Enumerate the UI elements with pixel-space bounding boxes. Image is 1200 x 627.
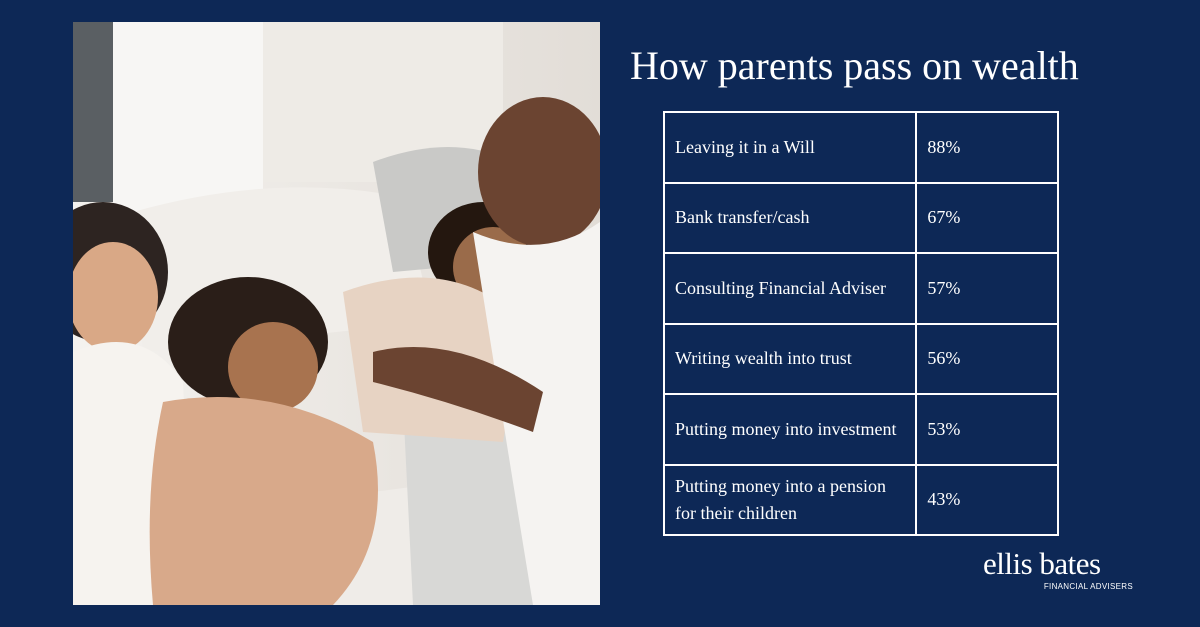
row-value: 57% xyxy=(916,253,1058,324)
family-photo xyxy=(73,22,600,605)
brand-name: ellis bates xyxy=(983,546,1101,581)
row-value: 43% xyxy=(916,465,1058,536)
brand-tagline: FINANCIAL ADVISERS xyxy=(1043,582,1133,591)
row-label: Bank transfer/cash xyxy=(664,183,916,254)
brand-logo xyxy=(983,546,1135,591)
row-label: Consulting Financial Adviser xyxy=(664,253,916,324)
row-label: Putting money into investment xyxy=(664,394,916,465)
row-label: Putting money into a pension for their children xyxy=(664,465,916,536)
table-row xyxy=(664,324,1058,395)
table-row xyxy=(664,112,1058,183)
wealth-table xyxy=(663,111,1059,536)
row-label: Leaving it in a Will xyxy=(664,112,916,183)
table-row xyxy=(664,394,1058,465)
row-label: Writing wealth into trust xyxy=(664,324,916,395)
page-title: How parents pass on wealth xyxy=(630,43,1079,88)
family-photo-illustration xyxy=(73,22,600,605)
row-value: 67% xyxy=(916,183,1058,254)
table-row xyxy=(664,465,1058,536)
table-row xyxy=(664,253,1058,324)
row-value: 56% xyxy=(916,324,1058,395)
row-value: 88% xyxy=(916,112,1058,183)
row-value: 53% xyxy=(916,394,1058,465)
table-row xyxy=(664,183,1058,254)
